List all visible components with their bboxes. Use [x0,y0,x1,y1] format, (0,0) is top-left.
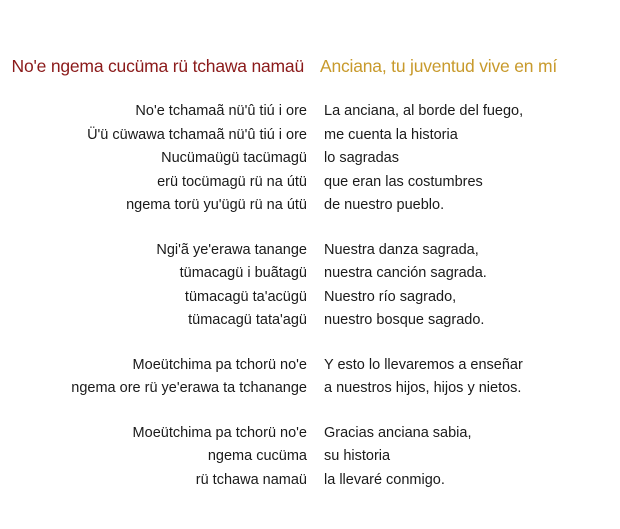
poem-line: nuestra canción sagrada. [324,265,487,281]
poem-line: tümacagü i buãtagü [179,265,307,281]
poem-line: nuestro bosque sagrado. [324,312,485,328]
poem-line: ngema torü yu'ügü rü na útü [126,197,307,213]
poem-line: lo sagradas [324,150,399,166]
poem-line: Nucümaügü tacümagü [161,150,307,166]
stanza-1-ticuna [71,100,307,218]
poem-line: la llevaré conmigo. [324,471,445,488]
poem-line: Gracias anciana sabia, [324,424,472,441]
poem-line: Y esto lo llevaremos a enseñar [324,356,523,373]
poem-line: me cuenta la historia [324,126,458,143]
poem-line: Ngi'ã ye'erawa tanange [156,241,307,258]
poem-line: Ü'ü cüwawa tchamaã nü'û tiú i ore [87,126,307,143]
poem-line: su historia [324,448,391,464]
poem-line: que eran las costumbres [324,173,483,190]
poem-line: ngema cucüma [207,448,307,464]
poem-line: tümacagü ta'acügü [184,288,307,305]
stanza-2-spanish [324,239,523,333]
stanza-4-spanish [324,422,523,493]
poem-line: tümacagü tata'agü [188,312,307,328]
poem-line: ngema ore rü ye'erawa ta tchanange [71,380,307,396]
poem-line: de nuestro pueblo. [324,197,445,213]
stanza-2-ticuna [71,239,307,333]
poem-line: a nuestros hijos, hijos y nietos. [324,380,522,396]
title-spanish: Anciana, tu juventud vive en mí [320,56,557,76]
poem-line: La anciana, al borde del fuego, [324,103,524,119]
stanza-3-ticuna [71,354,307,401]
poem-column-ticuna [71,100,307,492]
poem-line: Moeütchima pa tchorü no'e [132,356,307,373]
poem-line: erü tocümagü rü na útü [157,173,307,190]
stanza-4-ticuna [71,422,307,493]
stanza-1-spanish [324,100,523,218]
poem-line: rü tchawa namaü [195,471,307,488]
poem-line: Nuestro río sagrado, [324,288,457,305]
poem-column-spanish [324,100,523,492]
title-ticuna: No'e ngema cucüma rü tchawa namaü [11,56,304,76]
poem-line: Nuestra danza sagrada, [324,241,479,258]
stanza-3-spanish [324,354,523,401]
poem-line: Moeütchima pa tchorü no'e [132,424,307,441]
poem-line: No'e tchamaã nü'û tiú i ore [135,103,307,119]
